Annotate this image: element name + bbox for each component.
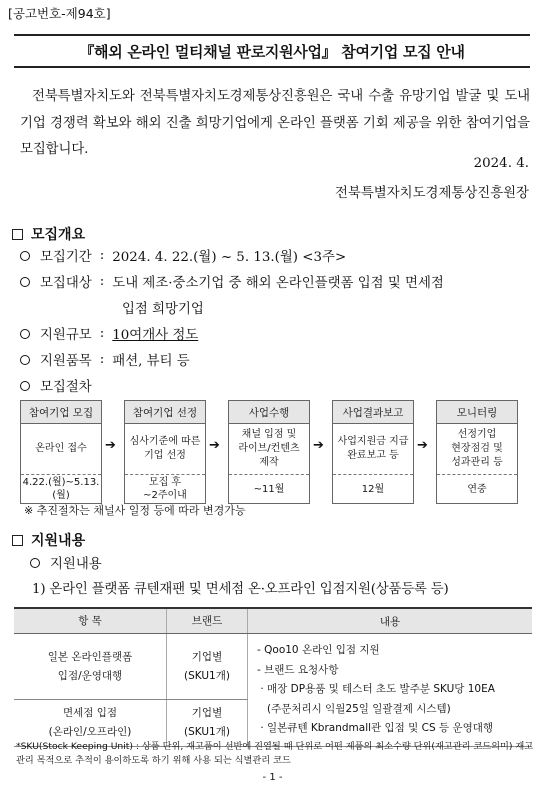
items-value: 패션, 뷰티 등 (112, 354, 190, 369)
colon: : (99, 352, 105, 367)
square-bullet-icon (12, 535, 23, 546)
flow-step (436, 400, 518, 504)
scale-row (20, 324, 198, 343)
flow-step-detail: 채널 입점 및 라이브/컨텐츠 제작 (229, 424, 309, 475)
circle-bullet-icon (20, 381, 30, 391)
flow-step (228, 400, 310, 504)
flow-step-schedule: 4.22.(월)~5.13.(월) (22, 477, 100, 501)
support-table (14, 607, 532, 747)
item-text: 일본 온라인플랫폼 (47, 650, 133, 663)
issuing-organization: 전북특별자치도경제통상진흥원장 (334, 186, 529, 201)
item-text: 면세점 입점 (62, 706, 118, 719)
flow-step-title: 사업수행 (229, 401, 309, 424)
content-list (249, 635, 531, 745)
flow-note: ※ 추진절차는 채널사 일정 등에 따라 변경가능 (24, 504, 246, 517)
period-row (20, 246, 346, 265)
section-title: 모집개요 (31, 227, 86, 243)
list-item: - 브랜드 요청사항 (257, 663, 339, 676)
procedure-row (20, 376, 92, 395)
square-bullet-icon (12, 229, 23, 240)
list-item: · 일본큐텐 Kbrandmall관 입점 및 CS 등 운영대행 (257, 722, 494, 734)
flow-step-detail: 선정기업 현장점검 및 성과관리 등 (437, 424, 517, 475)
circle-bullet-icon (20, 251, 30, 261)
target-row (20, 272, 444, 291)
target-value: 도내 제조·중소기업 중 해외 온라인플랫폼 입점 및 면세점 (112, 276, 444, 291)
support-item-heading: 1) 온라인 플랫폼 큐텐재팬 및 면세점 온·오프라인 입점지원(상품등록 등) (32, 582, 449, 597)
section-heading-support (12, 530, 85, 550)
flow-step-schedule: 모집 후 ~2주이내 (143, 477, 187, 501)
flow-step-title: 참여기업 선정 (125, 401, 205, 424)
circle-bullet-icon (30, 558, 40, 568)
flow-step-title: 모니터링 (437, 401, 517, 424)
brand-text: (SKU1개) (184, 669, 230, 682)
support-content-bullet (30, 553, 102, 572)
table-row (14, 634, 532, 700)
flow-step-schedule: 연중 (467, 483, 487, 495)
flow-step-title: 참여기업 모집 (21, 401, 101, 424)
scale-value: 10여개사 정도 (112, 328, 199, 343)
scale-label: 지원규모 (40, 328, 92, 343)
circle-bullet-icon (20, 355, 30, 365)
table-header: 브랜드 (167, 608, 248, 634)
brand-text: (SKU1개) (184, 725, 230, 738)
brand-text: 기업별 (191, 650, 223, 663)
circle-bullet-icon (20, 329, 30, 339)
flow-step-title: 사업결과보고 (333, 401, 413, 424)
brand-text: 기업별 (191, 706, 223, 719)
items-row (20, 350, 190, 369)
sku-footnote: *SKU(Stock Keeping Unit) : 상품 단위, 재고품이 선반에 진열될 때 단위로 어떤 제품의 최소수량 단위(재고관리 코드의미) 재고관리 목적으로 추적이 용이하도록 하기 위해 사용 되는 식별관리 코드 (16, 741, 534, 766)
flow-step-schedule: 12월 (361, 483, 385, 495)
flow-step (124, 400, 206, 504)
arrow-right-icon: ➔ (313, 438, 324, 453)
period-value: 2024. 4. 22.(월) ~ 5. 13.(월) <3주> (112, 250, 347, 265)
flow-step (332, 400, 414, 504)
table-cell-item (14, 634, 167, 700)
target-label: 모집대상 (40, 276, 92, 291)
table-header: 내용 (248, 608, 533, 634)
circle-bullet-icon (20, 277, 30, 287)
colon: : (99, 274, 105, 289)
procedure-label: 모집절차 (40, 380, 92, 395)
intro-paragraph: 전북특별자치도와 전북특별자치도경제통상진흥원은 국내 수출 유망기업 발굴 및 도내 기업 경쟁력 확보와 해외 진출 희망기업에게 온라인 플랫폼 기회 제공을 위한 참여기업을 모집합니다. (20, 89, 530, 157)
table-cell-brand (167, 634, 248, 700)
flow-step-detail: 심사기준에 따른 기업 선정 (125, 424, 205, 475)
section-title: 지원내용 (31, 533, 86, 549)
item-text: 입점/운영대행 (57, 669, 123, 682)
document-title: 『해외 온라인 멀티채널 판로지원사업』 참여기업 모집 안내 (14, 34, 530, 68)
target-value-continued: 입점 희망기업 (122, 302, 204, 317)
list-item: - Qoo10 온라인 입점 지원 (257, 644, 380, 656)
item-text: (온라인/오프라인) (48, 725, 132, 738)
table-header-row (14, 608, 532, 634)
issue-date: 2024. 4. (473, 156, 529, 171)
section-heading-overview (12, 224, 85, 244)
flow-step-detail: 온라인 접수 (21, 424, 101, 475)
table-header: 항 목 (14, 608, 167, 634)
arrow-right-icon: ➔ (105, 438, 116, 453)
flow-step-schedule: ~11월 (253, 483, 285, 495)
colon: : (99, 248, 105, 263)
list-item: (주문처리시 익월25일 일괄결제 시스템) (257, 702, 451, 715)
colon: : (99, 326, 105, 341)
support-content-label: 지원내용 (50, 557, 102, 572)
page-number: - 1 - (262, 772, 283, 783)
arrow-right-icon: ➔ (417, 438, 428, 453)
period-label: 모집기간 (40, 250, 92, 265)
flow-step-detail: 사업지원금 지급 완료보고 등 (333, 424, 413, 475)
table-cell-content (248, 634, 533, 747)
arrow-right-icon: ➔ (209, 438, 220, 453)
flow-step (20, 400, 102, 504)
items-label: 지원품목 (40, 354, 92, 369)
notice-number: [공고번호-제94호] (8, 6, 111, 21)
list-item: · 매장 DP용품 및 테스터 초도 발주분 SKU당 10EA (257, 683, 495, 695)
